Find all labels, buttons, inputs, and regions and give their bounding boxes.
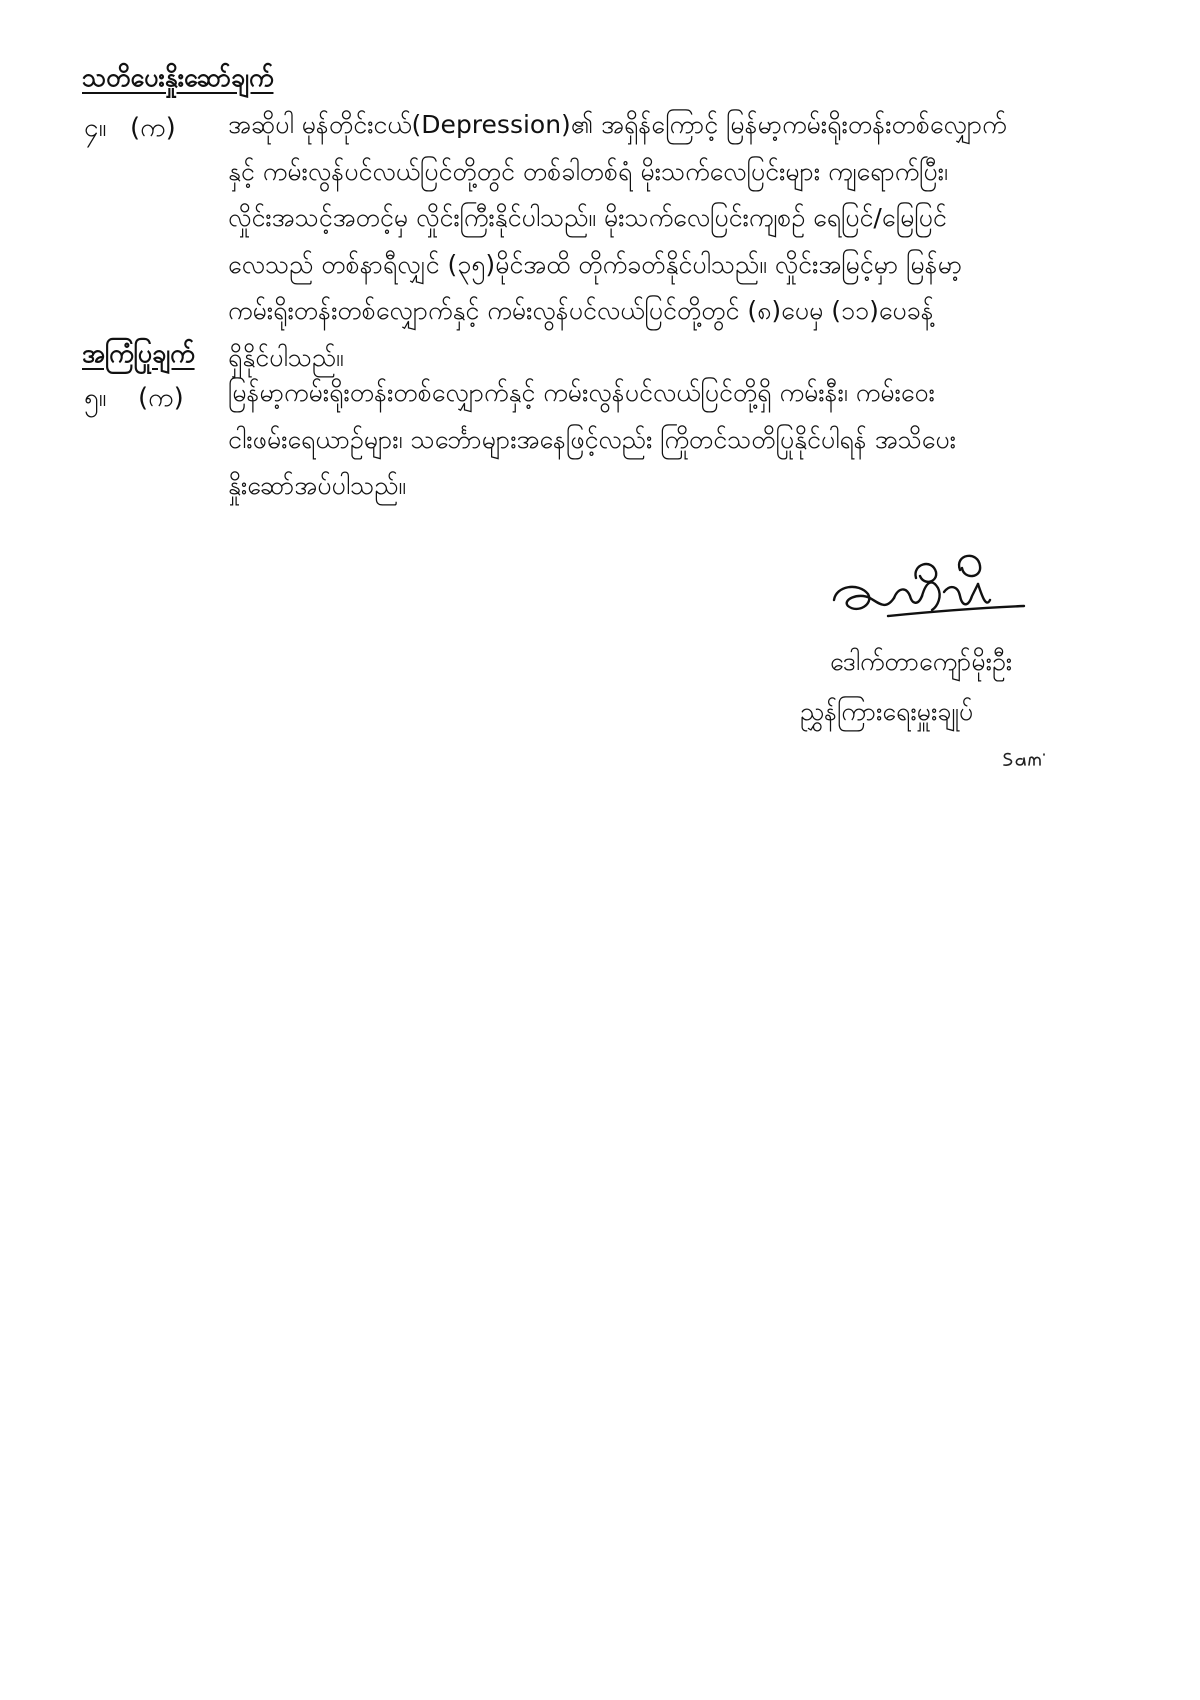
warning-line: ကမ်းရိုးတန်းတစ်လျှောက်နှင့် ကမ်းလွန်ပင်လယ်ပြင်တို့တွင် (၈)ပေမှ (၁၁)ပေခန့် (228, 296, 934, 325)
warning-paragraph-number: ၄။ (84, 113, 107, 143)
warning-paragraph-subnumber: (က) (130, 113, 176, 143)
warning-line: ရှိနိုင်ပါသည်။ (228, 342, 344, 372)
warning-line: နှင့် ကမ်းလွန်ပင်လယ်ပြင်တို့တွင် တစ်ခါတစ်ရံ မိုးသက်လေပြင်းများ ကျရောက်ပြီး၊ (228, 156, 948, 186)
warning-line: လေသည် တစ်နာရီလျှင် (၃၅)မိုင်အထိ တိုက်ခတ်နိုင်ပါသည်။ လှိုင်းအမြင့်မှာ မြန်မာ့ (228, 249, 963, 279)
warning-line: အဆိုပါ မုန်တိုင်းငယ်(Depression)၏ အရှိန်ကြောင့် မြန်မာ့ကမ်းရိုးတန်းတစ်လျှောက် (228, 110, 1007, 139)
advice-line: မြန်မာ့ကမ်းရိုးတန်းတစ်လျှောက်နှင့် ကမ်းလွန်ပင်လယ်ပြင်တို့ရှိ ကမ်းနီး၊ ကမ်းဝေး (228, 378, 935, 407)
handwritten-initials (1000, 746, 1050, 772)
signatory-title: ညွှန်ကြားရေးမှူးချုပ် (800, 697, 974, 726)
advice-line: နှိုးဆော်အပ်ပါသည်။ (228, 471, 407, 500)
signature-block (800, 548, 1100, 778)
advice-paragraph-number: ၅။ (84, 383, 107, 413)
warning-line: လှိုင်းအသင့်အတင့်မှ လှိုင်းကြီးနိုင်ပါသည်။ မိုးသက်လေပြင်းကျစဉ် ရေပြင်/မြေပြင် (228, 203, 947, 232)
warning-paragraph (228, 102, 1020, 381)
advice-paragraph (228, 370, 1020, 510)
warning-heading: သတိပေးနှိုးဆော်ချက် (82, 63, 274, 92)
advice-heading: အကြံပြုချက် (82, 339, 195, 368)
handwritten-signature (828, 548, 1028, 638)
advice-paragraph-subnumber: (က) (138, 383, 184, 413)
advice-line: ငါးဖမ်းရေယာဉ်များ၊ သင်္ဘောများအနေဖြင့်လည်း ကြိုတင်သတိပြုနိုင်ပါရန် အသိပေး (228, 424, 956, 454)
signatory-name: ဒေါက်တာကျော်မိုးဦး (830, 647, 1013, 676)
